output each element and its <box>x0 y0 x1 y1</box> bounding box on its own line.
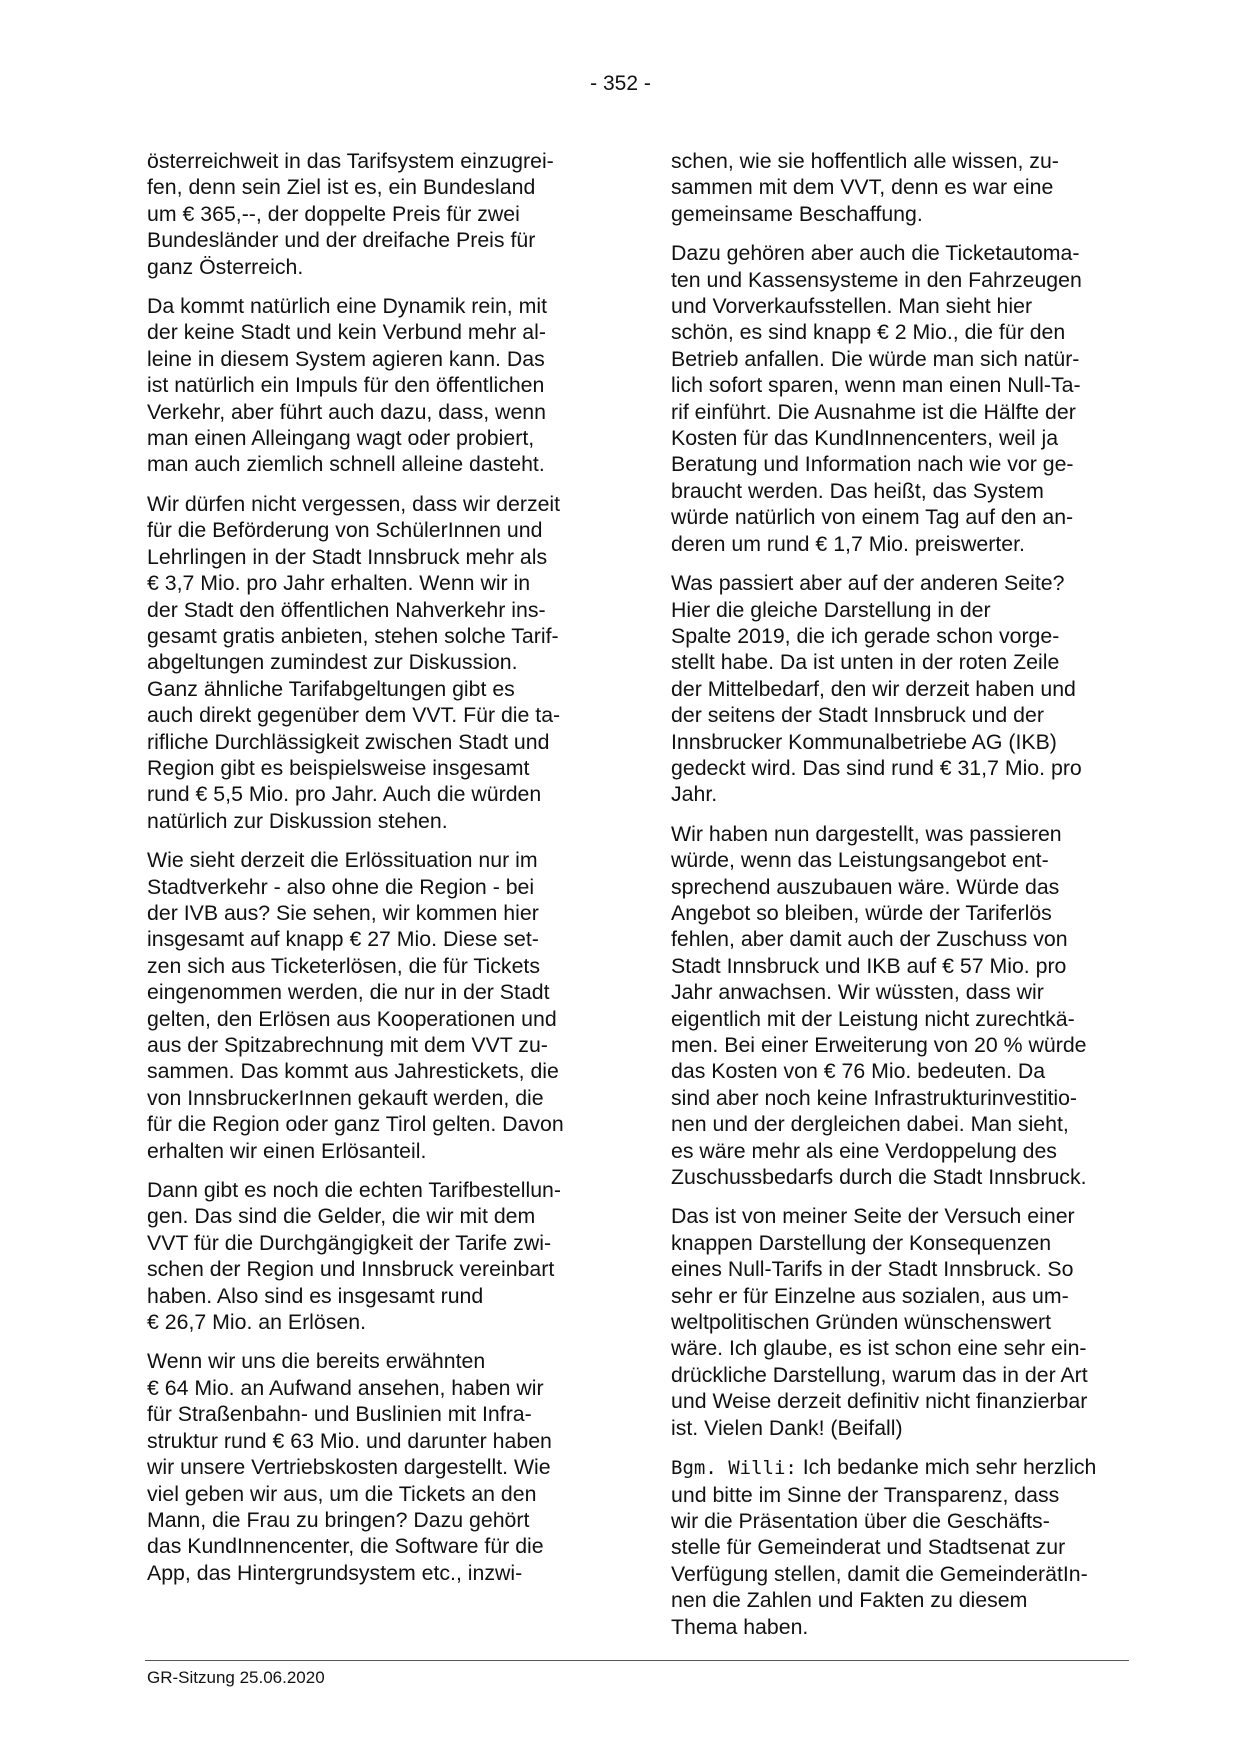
footer-divider <box>145 1660 1129 1661</box>
paragraph: Das ist von meiner Seite der Versuch einer knappen Darstellung der Konsequenzen eines Null-Tarifs in der Stadt Innsbruck. So sehr er für Einzelne aus sozialen, aus um- weltpolitischen Gründen wünschenswert wäre. Ich glaube, es ist schon eine sehr ein- drückliche Darstellung, warum das in der Art und Weise derzeit definitiv nicht finanzierbar ist. Vielen Dank! (Beifall) <box>671 1204 1088 1440</box>
paragraph: Wie sieht derzeit die Erlössituation nur im Stadtverkehr - also ohne die Region - bei der IVB aus? Sie sehen, wir kommen hier insgesamt auf knapp € 27 Mio. Diese set- zen sich aus Ticketerlösen, die für Tickets eingenommen werden, die nur in der Stadt gelten, den Erlösen aus Kooperationen und aus der Spitzabrechnung mit dem VVT zu- sammen. Das kommt aus Jahrestickets, die von InnsbruckerInnen gekauft werden, die für die Region oder ganz Tirol gelten. Davon erhalten wir einen Erlösanteil. <box>147 848 564 1163</box>
closing-paragraph <box>671 1454 1119 1640</box>
speaker-name: Bgm. Willi: <box>671 1457 797 1480</box>
paragraph: österreichweit in das Tarifsystem einzugrei- fen, denn sein Ziel ist es, ein Bundesland um € 365,--, der doppelte Preis für zwei Bundesländer und der dreifache Preis für ganz Österreich. <box>147 149 554 279</box>
paragraph: Wir haben nun dargestellt, was passieren würde, wenn das Leistungsangebot ent- sprechend auszubauen wäre. Würde das Angebot so bleiben, würde der Tariferlös fehlen, aber damit auch der Zuschuss von Stadt Innsbruck und IKB auf € 57 Mio. pro Jahr anwachsen. Wir wüssten, dass wir eigentlich mit der Leistung nicht zurechtkä- men. Bei einer Erweiterung von 20 % würde das Kosten von € 76 Mio. bedeuten. Da sind aber noch keine Infrastrukturinvestitio- nen und der dergleichen dabei. Man sieht, es wäre mehr als eine Verdoppelung des Zuschussbedarfs durch die Stadt Innsbruck. <box>671 821 1087 1190</box>
paragraph: schen, wie sie hoffentlich alle wissen, zu- sammen mit dem VVT, denn es war eine gemeinsame Beschaffung. <box>671 149 1059 226</box>
left-column <box>147 148 595 1599</box>
paragraph: Dazu gehören aber auch die Ticketautoma- ten und Kassensysteme in den Fahrzeugen und Vorverkaufsstellen. Man sieht hier schön, es sind knapp € 2 Mio., die für den Betrieb anfallen. Die würde man sich natür- lich sofort sparen, wenn man einen Null-Ta- rif einführt. Die Ausnahme ist die Hälfte der Kosten für das KundInnencenters, weil ja Beratung und Information nach wie vor ge- braucht werden. Das heißt, das System würde natürlich von einem Tag auf den an- deren um rund € 1,7 Mio. preiswerter. <box>671 241 1082 556</box>
page-number: - 352 - <box>590 72 651 95</box>
paragraph: Wenn wir uns die bereits erwähnten € 64 Mio. an Aufwand ansehen, haben wir für Straßenbahn- und Buslinien mit Infra- struktur rund € 63 Mio. und darunter haben wir unsere Vertriebskosten dargestellt. Wie viel geben wir aus, um die Tickets an den Mann, die Frau zu bringen? Dazu gehört das KundInnencenter, die Software für die App, das Hintergrundsystem etc., inzwi- <box>147 1349 552 1585</box>
footer-session-date: GR-Sitzung 25.06.2020 <box>147 1668 325 1687</box>
closing-text: Ich bedanke mich sehr herzlich und bitte im Sinne der Transparenz, dass wir die Präsentation über die Geschäfts- stelle für Gemeinderat und Stadtsenat zur Verfügung stellen, damit die GemeinderätIn- nen die Zahlen und Fakten zu diesem Thema haben. <box>671 1455 1097 1639</box>
paragraph: Wir dürfen nicht vergessen, dass wir derzeit für die Beförderung von SchülerInnen und Lehrlingen in der Stadt Innsbruck mehr als € 3,7 Mio. pro Jahr erhalten. Wenn wir in der Stadt den öffentlichen Nahverkehr ins- gesamt gratis anbieten, stehen solche Tarif- abgeltungen zumindest zur Diskussion. Ganz ähnliche Tarifabgeltungen gibt es auch direkt gegenüber dem VVT. Für die ta- rifliche Durchlässigkeit zwischen Stadt und Region gibt es beispielsweise insgesamt rund € 5,5 Mio. pro Jahr. Auch die würden natürlich zur Diskussion stehen. <box>147 491 561 833</box>
right-column <box>671 148 1119 1653</box>
paragraph: Da kommt natürlich eine Dynamik rein, mit der keine Stadt und kein Verbund mehr al- leine in diesem System agieren kann. Das ist natürlich ein Impuls für den öffentlichen Verkehr, aber führt auch dazu, dass, wenn man einen Alleingang wagt oder probiert, man auch ziemlich schnell alleine dasteht. <box>147 294 548 477</box>
paragraph: Dann gibt es noch die echten Tarifbestellun- gen. Das sind die Gelder, die wir mit dem VVT für die Durchgängigkeit der Tarife zwi- schen der Region und Innsbruck vereinbart haben. Also sind es insgesamt rund € 26,7 Mio. an Erlösen. <box>147 1178 561 1335</box>
paragraph: Was passiert aber auf der anderen Seite? Hier die gleiche Darstellung in der Spalte 2019, die ich gerade schon vorge- stellt habe. Da ist unten in der roten Zeile der Mittelbedarf, den wir derzeit haben und der seitens der Stadt Innsbruck und der Innsbrucker Kommunalbetriebe AG (IKB) gedeckt wird. Das sind rund € 31,7 Mio. pro Jahr. <box>671 571 1082 807</box>
